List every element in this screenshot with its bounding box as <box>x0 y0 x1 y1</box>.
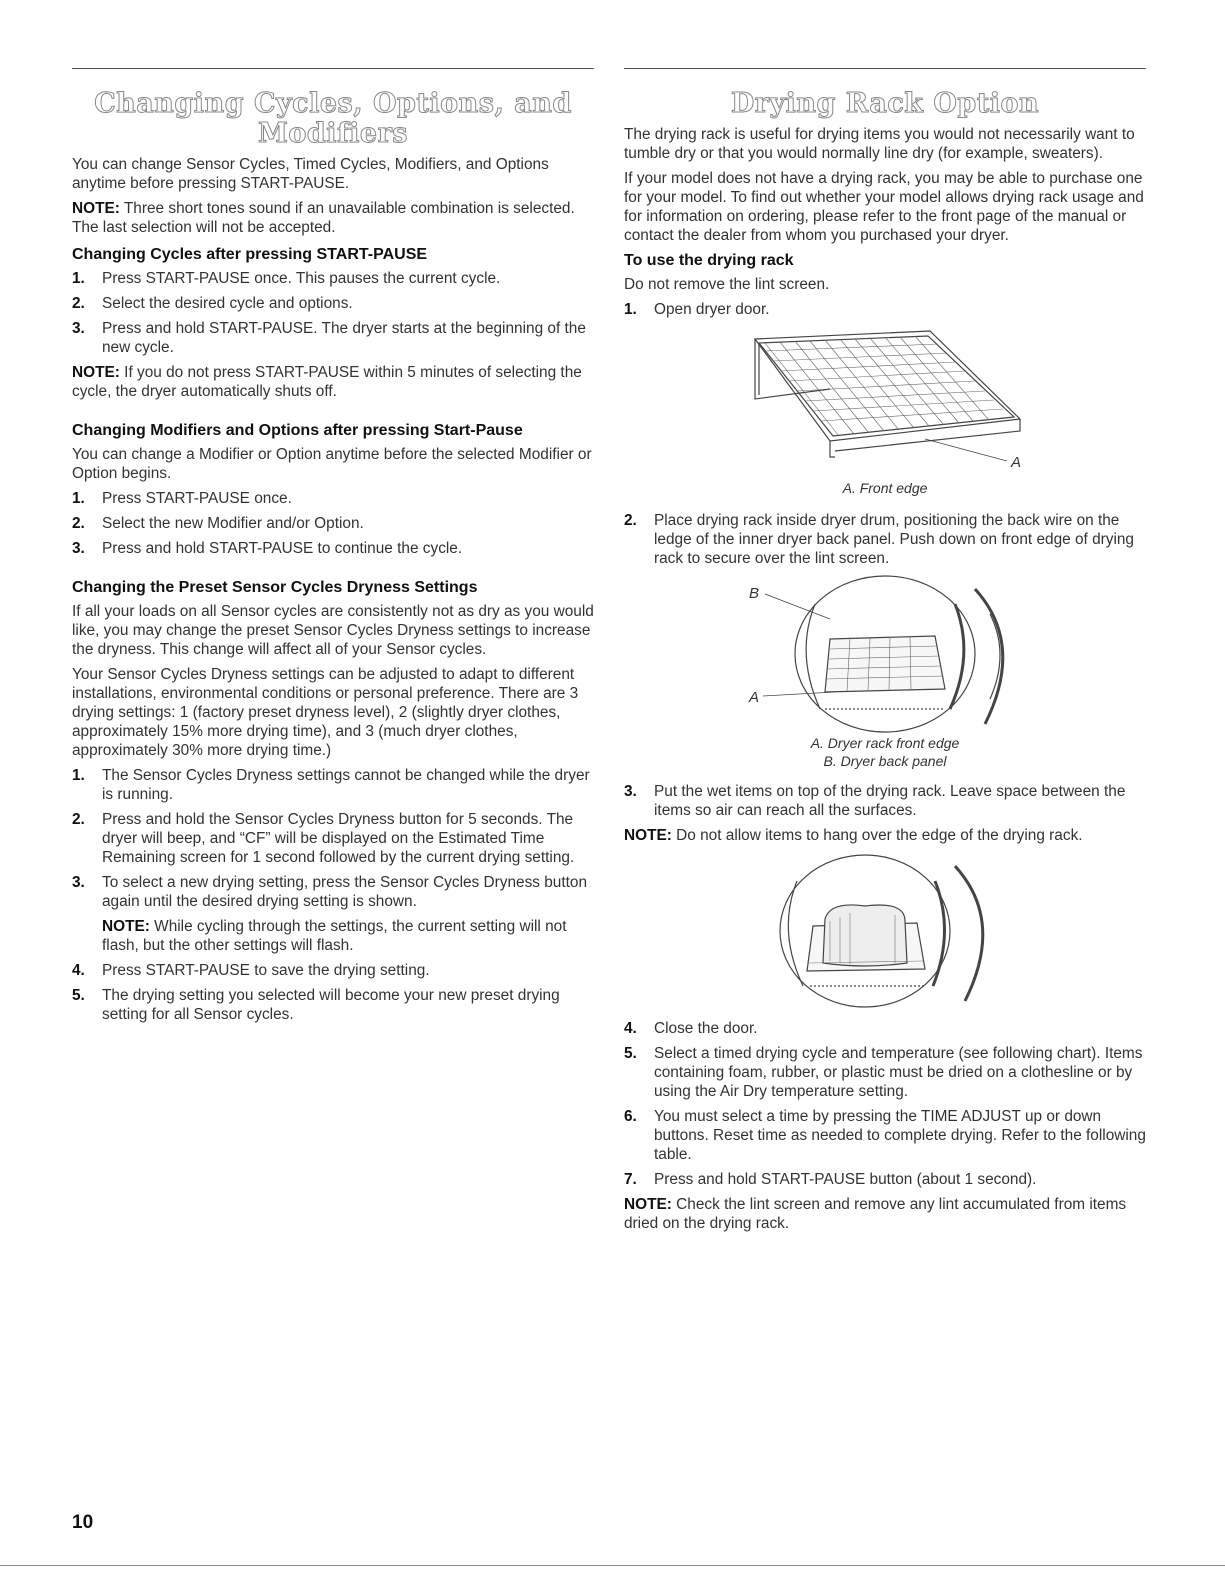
note-text: Do not allow items to hang over the edge of the drying rack. <box>671 827 1083 844</box>
step-note <box>102 917 594 955</box>
paragraph: Do not remove the lint screen. <box>624 276 830 293</box>
step-text: You must select a time by pressing the TIME ADJUST up or down buttons. Reset time as needed to complete drying. Refer to the following table. <box>654 1108 1146 1163</box>
step-number: 1. <box>624 301 637 318</box>
section-heading: Drying Rack Option <box>730 88 1040 119</box>
subsection-title: Changing Modifiers and Options after pressing Start-Pause <box>72 422 523 439</box>
step-number: 3. <box>72 874 85 891</box>
step-number: 6. <box>624 1108 637 1125</box>
step-number: 3. <box>72 320 85 337</box>
step-text: Press START-PAUSE to save the drying setting. <box>102 962 430 979</box>
note-label: NOTE: <box>72 200 120 217</box>
paragraph: Your Sensor Cycles Dryness settings can be adjusted to adapt to different installations, environmental conditions or personal preference. There are 3 drying settings: 1 (factory preset dryness level), 2 (slightly dryer clothes, approximately 15% more drying time), and 3 (much dryer clothes, approximately 30% more drying time.) <box>72 666 579 759</box>
step-number: 1. <box>72 270 85 287</box>
list-item <box>624 1044 1146 1101</box>
step-text: Open dryer door. <box>654 301 770 318</box>
section-heading: Changing Cycles, Options, and Modifiers <box>94 88 572 149</box>
drying-rack-figure <box>624 329 1146 497</box>
step-number: 2. <box>72 515 85 532</box>
paragraph: If all your loads on all Sensor cycles are consistently not as dry as you would like, you may change the preset Sensor Cycles Dryness settings to increase the dryness. This change will affect all of your Sensor cycles. <box>72 603 594 658</box>
note-label: NOTE: <box>624 1196 672 1213</box>
list-item <box>72 489 594 508</box>
label-a: A <box>749 689 760 706</box>
items-on-rack-illustration <box>755 851 1015 1011</box>
subsection-title: Changing Cycles after pressing START-PAUSE <box>72 246 428 263</box>
note-text: Three short tones sound if an unavailable combination is selected. The last selection will not be accepted. <box>72 200 575 236</box>
step-number: 1. <box>72 767 85 784</box>
figure-caption: A. Front edge <box>842 480 928 496</box>
steps-list <box>72 766 594 1024</box>
note-text: While cycling through the settings, the current setting will not flash, but the other settings will flash. <box>102 918 567 954</box>
list-item <box>624 782 1146 820</box>
left-column <box>72 68 594 1030</box>
step-text: Select the new Modifier and/or Option. <box>102 515 364 532</box>
paragraph: If your model does not have a drying rack, you may be able to purchase one for your model. To find out whether your model allows drying rack usage and for information on ordering, please refer to the front page of the manual or contact the dealer from whom you purchased your dryer. <box>624 170 1144 244</box>
page-number: 10 <box>72 1512 94 1533</box>
step-text: Place drying rack inside dryer drum, positioning the back wire on the ledge of the inner dryer back panel. Push down on front edge of drying rack to secure over the lint screen. <box>654 512 1134 567</box>
list-item <box>72 269 594 288</box>
step-text: To select a new drying setting, press the Sensor Cycles Dryness button again until the desired drying setting is shown. <box>102 874 588 910</box>
note-text: Check the lint screen and remove any lint accumulated from items dried on the drying rack. <box>624 1196 1127 1232</box>
step-text: Press and hold the Sensor Cycles Dryness button for 5 seconds. The dryer will beep, and “CF” will be displayed on the Estimated Time Remaining screen for 1 second followed by the current drying setting. <box>102 811 575 866</box>
step-number: 4. <box>72 962 85 979</box>
steps-list <box>624 300 1146 319</box>
note-label: NOTE: <box>624 827 672 844</box>
figure-caption: B. Dryer back panel <box>823 753 947 769</box>
list-item <box>72 294 594 313</box>
list-item <box>624 300 1146 319</box>
right-column <box>624 68 1146 1239</box>
paragraph: The drying rack is useful for drying items you would not necessarily want to tumble dry or that you would normally line dry (for example, sweaters). <box>624 126 1135 162</box>
note-paragraph <box>72 199 594 237</box>
list-item <box>72 766 594 804</box>
list-item <box>72 986 594 1024</box>
subsection-title: Changing the Preset Sensor Cycles Dryness Settings <box>72 579 478 596</box>
step-text: The Sensor Cycles Dryness settings cannot be changed while the dryer is running. <box>102 767 590 803</box>
note-paragraph <box>624 826 1146 845</box>
step-text: Put the wet items on top of the drying rack. Leave space between the items so air can reach all the surfaces. <box>654 783 1126 819</box>
list-item <box>72 514 594 533</box>
step-text: Select the desired cycle and options. <box>102 295 353 312</box>
step-text: The drying setting you selected will become your new preset drying setting for all Sensor cycles. <box>102 987 560 1023</box>
step-number: 5. <box>72 987 85 1004</box>
list-item <box>72 539 594 558</box>
note-paragraph <box>624 1195 1146 1233</box>
rack-in-drum-figure <box>624 574 1146 770</box>
step-text: Press and hold START-PAUSE button (about 1 second). <box>654 1171 1037 1188</box>
steps-list <box>624 1019 1146 1189</box>
label-a: A <box>1011 454 1022 471</box>
note-label: NOTE: <box>102 918 150 935</box>
steps-list <box>624 782 1146 820</box>
step-number: 2. <box>624 512 637 529</box>
steps-list <box>72 269 594 357</box>
list-item <box>624 1019 1146 1038</box>
list-item <box>624 1170 1146 1189</box>
drying-rack-illustration <box>735 329 1035 479</box>
step-text: Close the door. <box>654 1020 758 1037</box>
list-item <box>72 873 594 955</box>
rack-in-drum-illustration <box>735 574 1035 734</box>
step-number: 5. <box>624 1045 637 1062</box>
step-text: Press START-PAUSE once. <box>102 490 292 507</box>
section-rule <box>72 68 594 69</box>
list-item <box>624 511 1146 568</box>
subsection-title: To use the drying rack <box>624 252 794 269</box>
list-item <box>624 1107 1146 1164</box>
step-text: Press START-PAUSE once. This pauses the current cycle. <box>102 270 501 287</box>
step-number: 3. <box>72 540 85 557</box>
step-number: 3. <box>624 783 637 800</box>
steps-list <box>624 511 1146 568</box>
step-text: Select a timed drying cycle and temperature (see following chart). Items containing foam, rubber, or plastic must be dried on a clothesline or by using the Air Dry temperature setting. <box>654 1045 1143 1100</box>
note-text: If you do not press START-PAUSE within 5 minutes of selecting the cycle, the dryer automatically shuts off. <box>72 364 582 400</box>
step-number: 2. <box>72 295 85 312</box>
steps-list <box>72 489 594 558</box>
section-rule <box>624 68 1146 69</box>
list-item <box>72 961 594 980</box>
step-text: Press and hold START-PAUSE. The dryer starts at the beginning of the new cycle. <box>102 320 586 356</box>
list-item <box>72 319 594 357</box>
subsection-intro: You can change a Modifier or Option anytime before the selected Modifier or Option begins. <box>72 446 592 482</box>
intro-paragraph: You can change Sensor Cycles, Timed Cycles, Modifiers, and Options anytime before pressing START-PAUSE. <box>72 156 549 192</box>
step-number: 1. <box>72 490 85 507</box>
page-bottom-rule <box>0 1565 1225 1566</box>
step-number: 7. <box>624 1171 637 1188</box>
step-text: Press and hold START-PAUSE to continue the cycle. <box>102 540 463 557</box>
note-paragraph <box>72 363 594 401</box>
note-label: NOTE: <box>72 364 120 381</box>
items-on-rack-figure <box>624 851 1146 1011</box>
step-number: 2. <box>72 811 85 828</box>
step-number: 4. <box>624 1020 637 1037</box>
list-item <box>72 810 594 867</box>
figure-caption: A. Dryer rack front edge <box>810 735 960 751</box>
label-b: B <box>749 585 760 602</box>
